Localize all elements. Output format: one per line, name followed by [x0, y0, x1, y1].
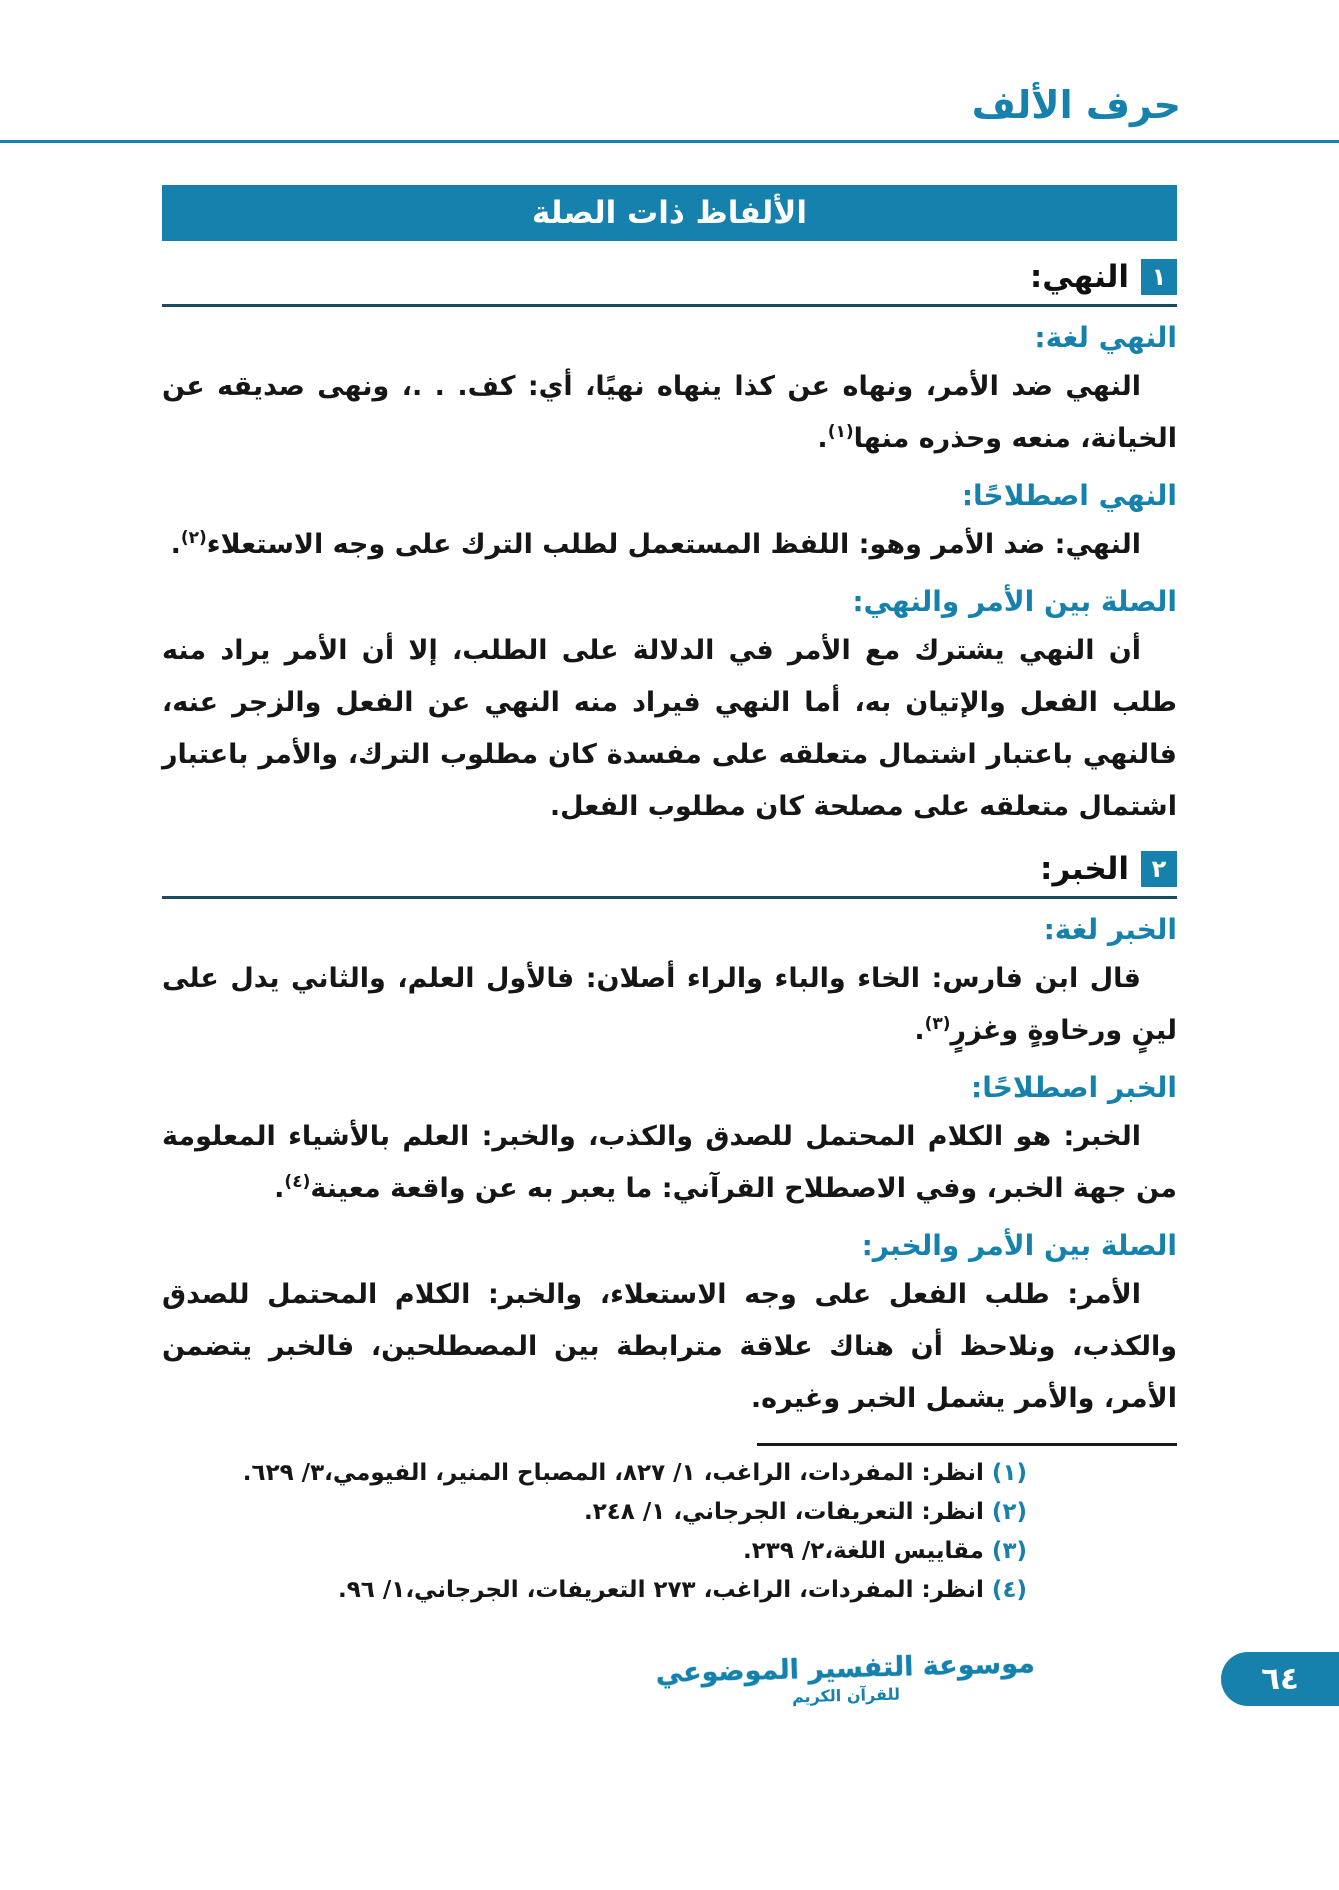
running-head: حرف الألف — [971, 83, 1181, 127]
section-heading — [162, 259, 1177, 295]
footnote-text: انظر: المفردات، الراغب، ١/ ٨٢٧، المصباح المنير، الفيومي،٣/ ٦٢٩. — [242, 1459, 984, 1486]
footnote-ref: (٤) — [284, 1171, 311, 1192]
related-terms-banner — [162, 185, 1177, 241]
paragraph-text: قال ابن فارس: الخاء والباء والراء أصلان: فالأول العلم، والثاني يدل على لينٍ ورخاوةٍ وغزرٍ — [162, 962, 1177, 1046]
footnote-text: مقاييس اللغة،٢/ ٢٣٩. — [743, 1537, 984, 1564]
subsection-heading: الصلة بين الأمر والنهي: — [852, 584, 1177, 618]
footnotes — [162, 1443, 1177, 1610]
section-title: النهي: — [1029, 258, 1129, 295]
subsection-heading: الخبر لغة: — [1043, 912, 1177, 946]
logo-line2: للقرآن الكريم — [791, 1684, 901, 1707]
page-number: ٦٤ — [1261, 1660, 1299, 1697]
footnote — [162, 1493, 1027, 1532]
paragraph — [162, 519, 1177, 571]
footnote — [162, 1571, 1027, 1610]
subsection-heading: النهي اصطلاحًا: — [961, 478, 1177, 512]
paragraph-tail: . — [274, 1172, 285, 1204]
footnote-number: (٤) — [991, 1576, 1027, 1603]
section-number-badge: ٢ — [1141, 851, 1177, 887]
paragraph-tail: . — [170, 528, 181, 560]
paragraph-tail: . — [914, 1014, 925, 1046]
section-divider — [162, 896, 1177, 899]
paragraph-text: الخبر: هو الكلام المحتمل للصدق والكذب، والخبر: العلم بالأشياء المعلومة من جهة الخبر، وفي الاصطلاح القرآني: ما يعبر به عن واقعة معينة — [162, 1120, 1177, 1204]
paragraph — [162, 953, 1177, 1057]
subsection-heading: الصلة بين الأمر والخبر: — [861, 1228, 1177, 1262]
logo-line1: موسوعة التفسير الموضوعي — [655, 1647, 1036, 1689]
paragraph — [162, 1269, 1177, 1425]
paragraph — [162, 1111, 1177, 1215]
footnote-number: (٣) — [991, 1537, 1027, 1564]
publisher-logo — [655, 1648, 1035, 1710]
footnote-number: (١) — [991, 1459, 1027, 1486]
banner-title: الألفاظ ذات الصلة — [531, 194, 808, 231]
paragraph — [162, 625, 1177, 833]
section-nahy — [162, 259, 1177, 833]
footnote-divider — [757, 1443, 1177, 1446]
page-content — [162, 185, 1177, 1610]
paragraph — [162, 361, 1177, 465]
footnote-text: انظر: المفردات، الراغب، ٢٧٣ التعريفات، الجرجاني،١/ ٩٦. — [338, 1576, 984, 1603]
paragraph-text: أن النهي يشترك مع الأمر في الدلالة على الطلب، إلا أن الأمر يراد منه طلب الفعل والإتيان به، أما النهي فيراد منه النهي عن الفعل والزجر عنه، فالنهي باعتبار اشتمال متعلقه على مفسدة كان مطلوب الترك، والأمر باعتبار اشتمال متعلقه على مصلحة كان مطلوب الفعل. — [162, 634, 1177, 822]
paragraph-text: النهي ضد الأمر، ونهاه عن كذا ينهاه نهيًا، أي: كف. . .، ونهى صديقه عن الخيانة، منعه وحذره منها — [162, 370, 1177, 454]
section-divider — [162, 304, 1177, 307]
subsection-heading: الخبر اصطلاحًا: — [971, 1070, 1177, 1104]
subsection-heading: النهي لغة: — [1034, 320, 1177, 354]
footnote — [162, 1454, 1027, 1493]
paragraph-text: النهي: ضد الأمر وهو: اللفظ المستعمل لطلب الترك على وجه الاستعلاء — [206, 528, 1141, 560]
page-footer — [0, 1647, 1339, 1707]
section-heading — [162, 851, 1177, 887]
section-title: الخبر: — [1040, 850, 1129, 887]
footnote-ref: (١) — [827, 421, 854, 442]
footnote-ref: (٢) — [180, 527, 207, 548]
footnote-text: انظر: التعريفات، الجرجاني، ١/ ٢٤٨. — [583, 1498, 984, 1525]
page-number-badge — [1221, 1652, 1339, 1706]
header-rule — [0, 140, 1339, 143]
paragraph-text: الأمر: طلب الفعل على وجه الاستعلاء، والخبر: الكلام المحتمل للصدق والكذب، ونلاحظ أن هناك علاقة مترابطة بين المصطلحين، فالخبر يتضمن الأمر، والأمر يشمل الخبر وغيره. — [162, 1278, 1177, 1414]
footnote-number: (٢) — [991, 1498, 1027, 1525]
footnote-ref: (٣) — [924, 1013, 951, 1034]
section-khabar — [162, 851, 1177, 1425]
section-number-badge: ١ — [1141, 259, 1177, 295]
paragraph-tail: . — [817, 422, 828, 454]
footnote — [162, 1532, 1027, 1571]
